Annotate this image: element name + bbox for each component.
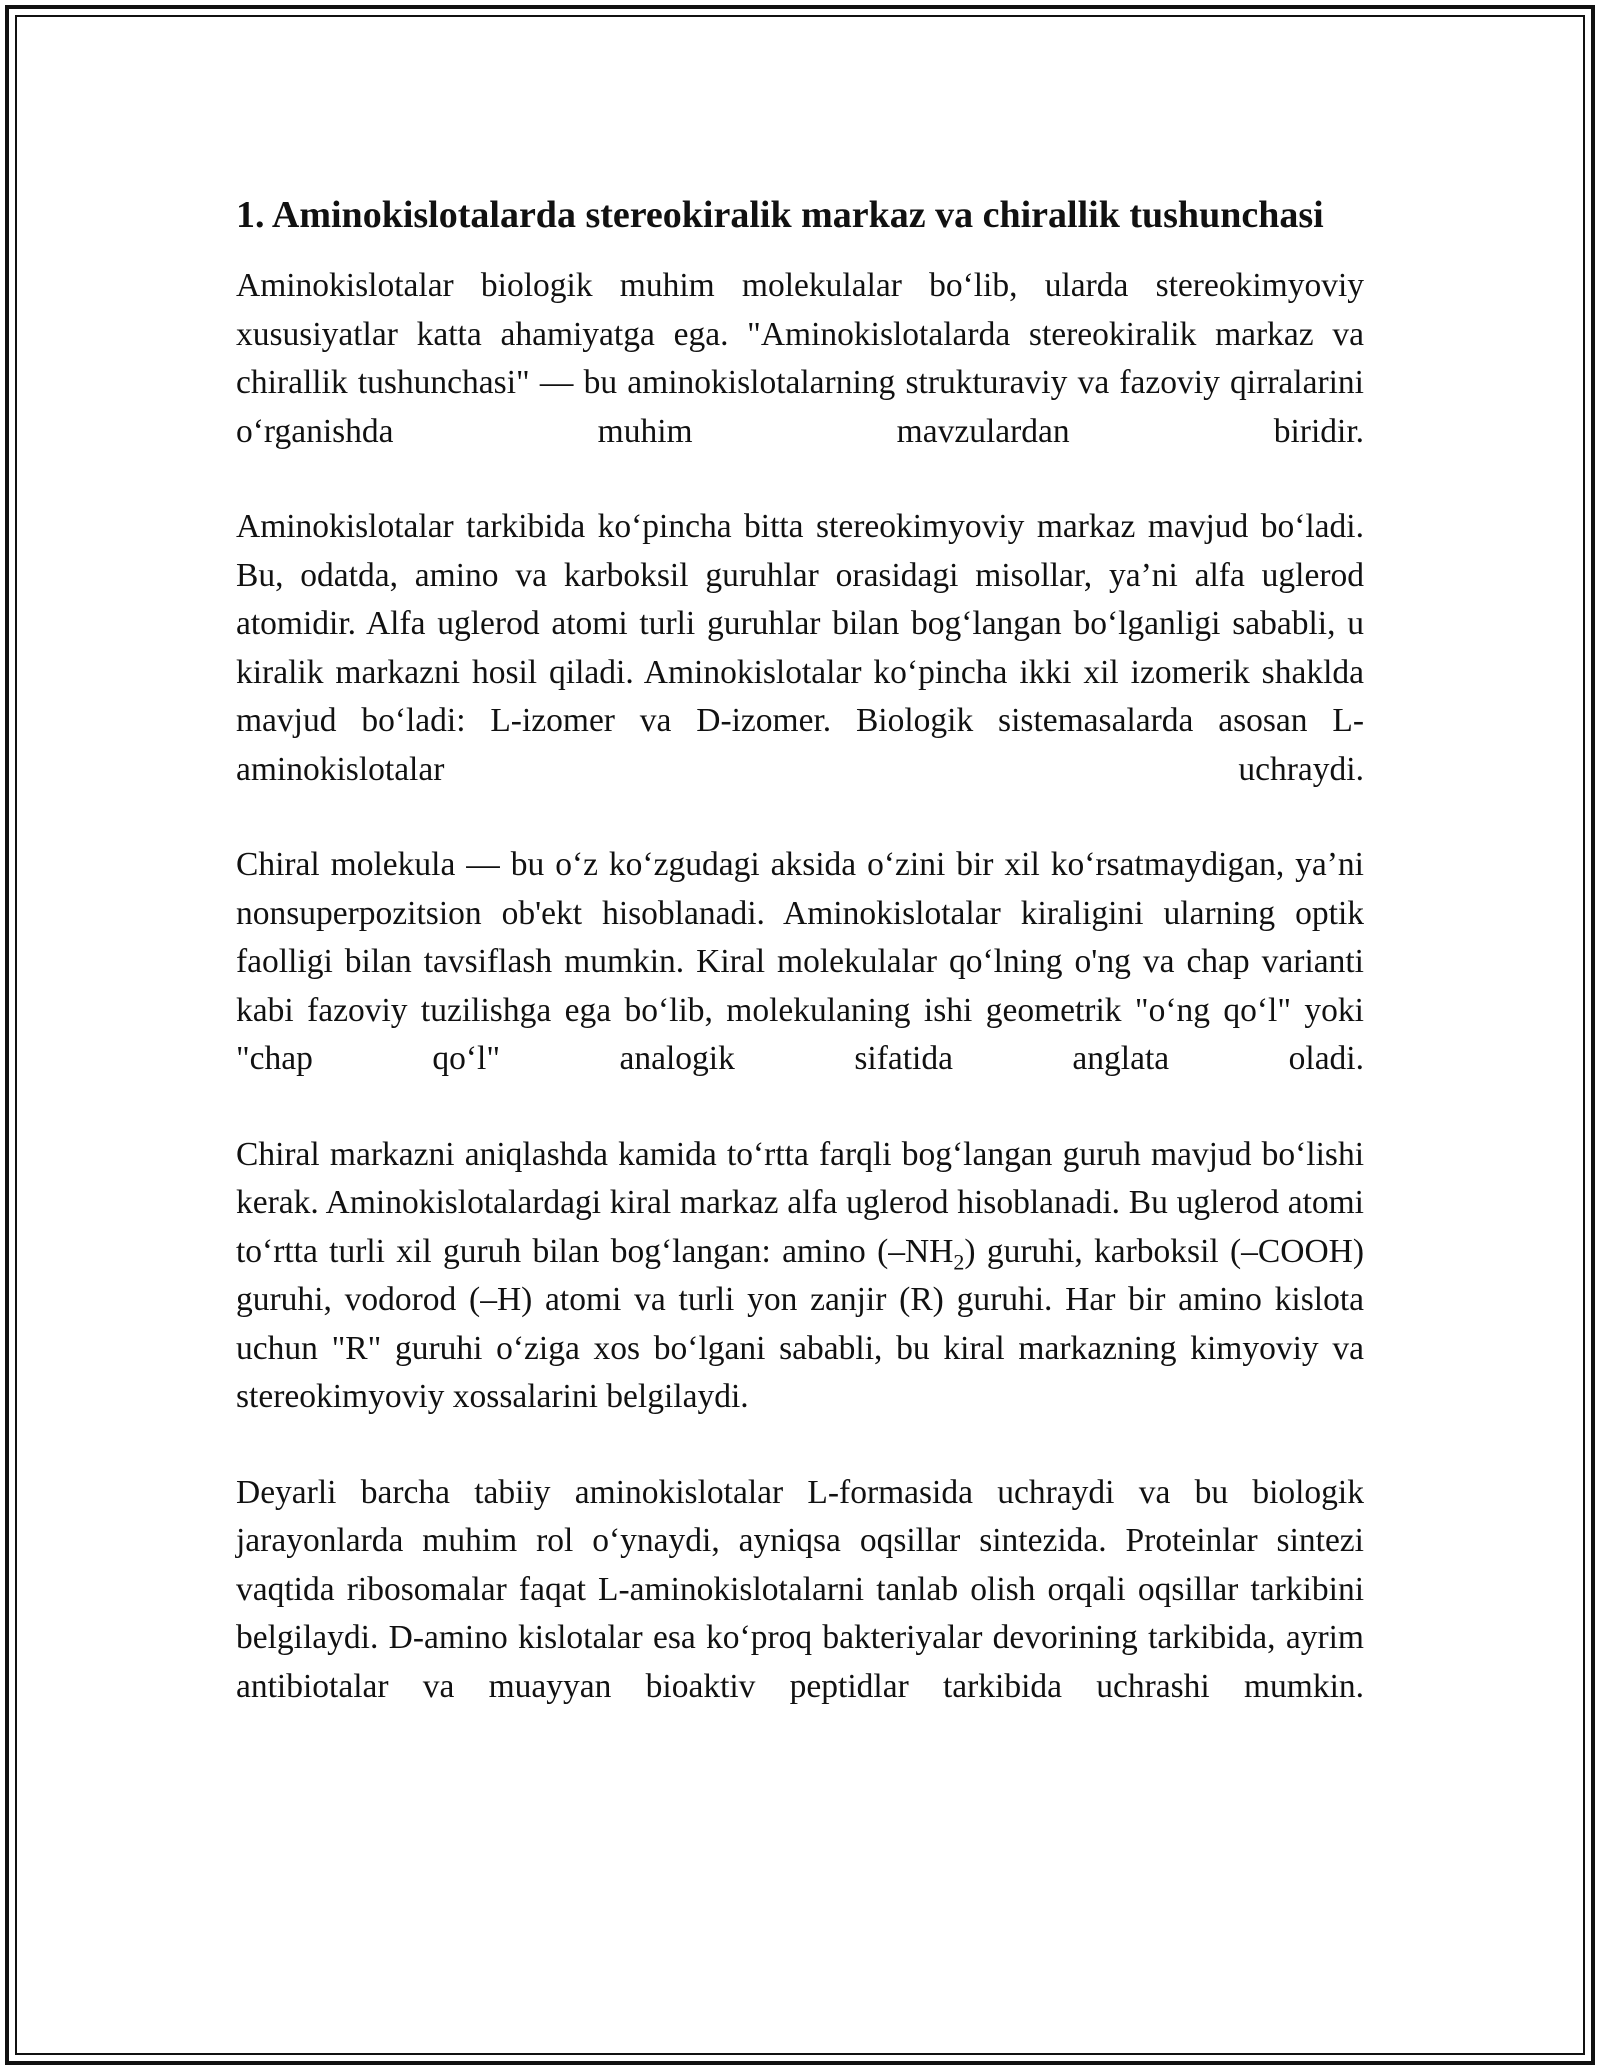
paragraph-4 xyxy=(236,1131,1364,1422)
nh2-subscript: 2 xyxy=(953,1249,965,1275)
section-heading: 1. Aminokislotalarda stereokiralik markaz va chirallik tushunchasi xyxy=(236,194,1324,236)
paragraph-4-text-start: Chiral markazni aniqlashda kamida to‘rtta farqli bog‘langan guruh mavjud bo‘lishi kerak. Aminokislotalardagi kiral markaz alfa uglerod hisoblanadi. Bu uglerod atomi to‘rtta turli xil guruh bilan bog‘langan: amino (–NH xyxy=(236,1135,1364,1270)
paragraph-5: Deyarli barcha tabiiy aminokislotalar L-formasida uchraydi va bu biologik jarayonlarda muhim rol o‘ynaydi, ayniqsa oqsillar sintezida. Proteinlar sintezi vaqtida ribosomalar faqat L-aminokislotalarni tanlab olish orqali oqsillar tarkibini belgilaydi. D-amino kislotalar esa ko‘proq bakteriyalar devorining tarkibida, ayrim antibiotalar va muayyan bioaktiv peptidlar tarkibida uchrashi mumkin. xyxy=(236,1473,1364,1705)
paragraph-3: Chiral molekula — bu o‘z ko‘zgudagi aksida o‘zini bir xil ko‘rsatmaydigan, ya’ni nonsuperpozitsion ob'ekt hisoblanadi. Aminokislotalar kiraligini ularning optik faolligi bilan tavsiflash mumkin. Kiral molekulalar qo‘lning o'ng va chap varianti kabi fazoviy tuzilishga ega bo‘lib, molekulaning ishi geometrik "o‘ng qo‘l" yoki "chap qo‘l" analogik sifatida anglata oladi. xyxy=(236,846,1364,1077)
paragraph-1: Aminokislotalar biologik muhim molekulalar bo‘lib, ularda stereokimyoviy xususiyatlar katta ahamiyatga ega. "Aminokislotalarda stereokiralik markaz va chirallik tushunchasi" — bu aminokislotalarning strukturaviy va fazoviy qirralarini o‘rganishda muhim mavzulardan biridir. xyxy=(236,267,1364,450)
paragraph-4-text-end: ) guruhi, karboksil (–COOH) guruhi, vodorod (–H) atomi va turli yon zanjir (R) guruhi. Har bir amino kislota uchun "R" guruhi o‘ziga xos bo‘lgani sababli, bu kiral markazning kimyoviy va stereokimyoviy xossalarini belgilaydi. xyxy=(236,1232,1364,1415)
document-body xyxy=(236,188,1364,1758)
paragraph-2: Aminokislotalar tarkibida ko‘pincha bitta stereokimyoviy markaz mavjud bo‘ladi. Bu, odatda, amino va karboksil guruhlar orasidagi misollar, ya’ni alfa uglerod atomidir. Alfa uglerod atomi turli guruhlar bilan bog‘langan bo‘lganligi sababli, u kiralik markazni hosil qiladi. Aminokislotalar ko‘pincha ikki xil izomerik shaklda mavjud bo‘ladi: L-izomer va D-izomer. Biologik sistemasalarda asosan L-aminokislotalar uchraydi. xyxy=(236,508,1364,788)
